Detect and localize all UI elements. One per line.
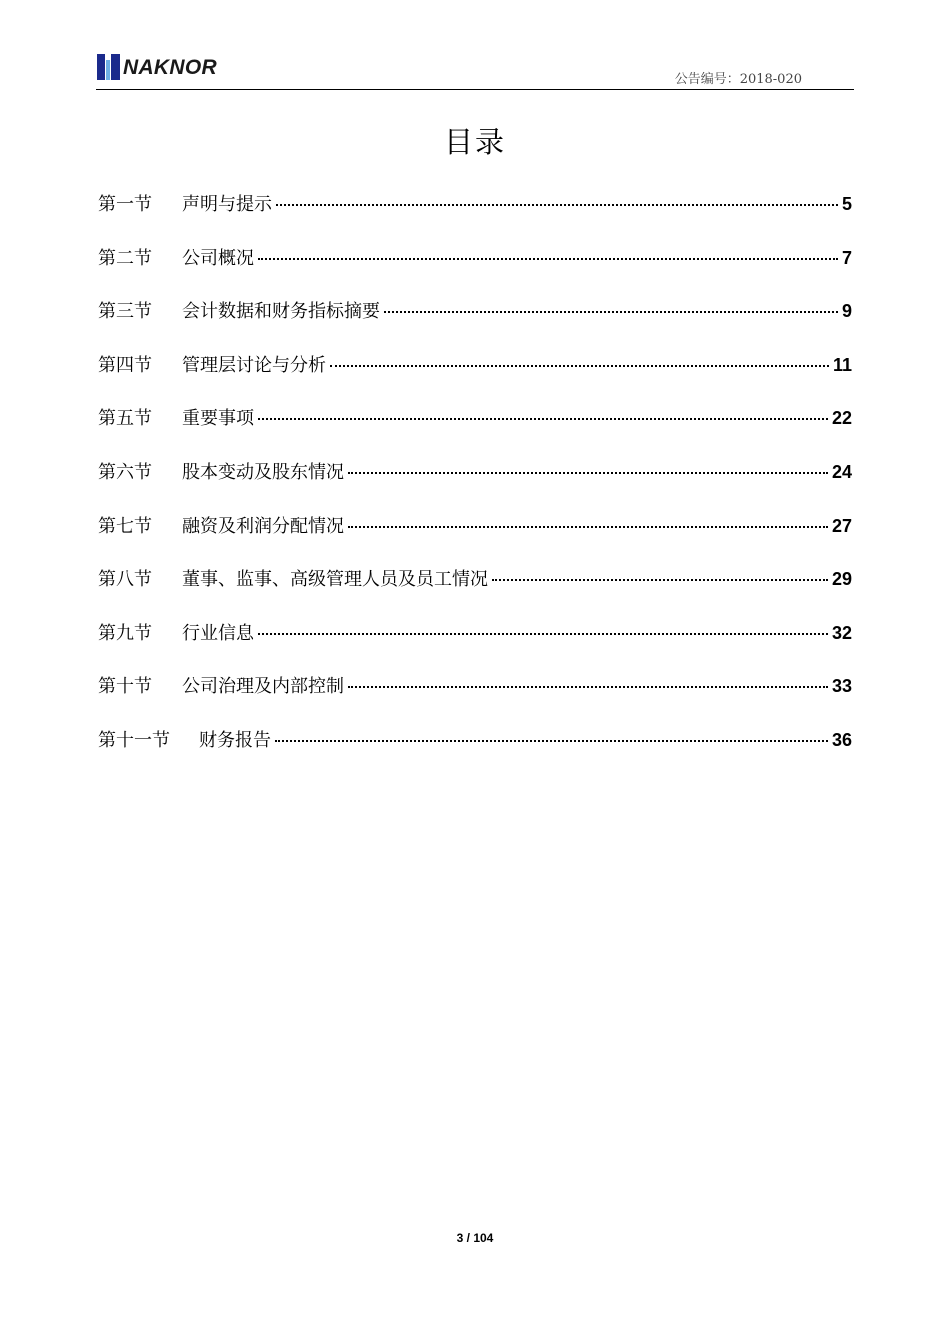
page-footer	[0, 1231, 950, 1245]
toc-section-title: 管理层讨论与分析	[182, 354, 326, 376]
toc-leader-dots	[258, 418, 828, 420]
toc-leader-dots	[384, 311, 838, 313]
toc-leader-dots	[348, 472, 828, 474]
toc-section-number: 第九节	[98, 622, 152, 644]
toc-section-title: 董事、监事、高级管理人员及员工情况	[182, 569, 488, 591]
toc-section-title: 重要事项	[182, 408, 254, 430]
announcement-number: 公告编号：2018-020	[674, 72, 802, 87]
toc-section-number: 第三节	[98, 301, 152, 323]
toc-section-title: 公司概况	[182, 247, 254, 269]
toc-section-title: 声明与提示	[182, 194, 272, 215]
toc-page-number: 22	[831, 408, 852, 429]
company-logo	[96, 52, 226, 88]
toc-entry[interactable]	[98, 244, 852, 298]
toc-section-number: 第八节	[98, 569, 152, 591]
toc-entry[interactable]	[98, 190, 852, 244]
toc-section-title: 财务报告	[199, 729, 271, 751]
toc-page-number: 24	[831, 461, 852, 482]
toc-section-title: 会计数据和财务指标摘要	[182, 301, 380, 323]
toc-section-number: 第六节	[98, 461, 152, 483]
toc-page-number: 7	[841, 247, 852, 268]
table-of-contents	[98, 190, 852, 780]
page-title: 目录	[443, 125, 506, 159]
toc-leader-dots	[275, 740, 828, 742]
toc-page-number: 32	[831, 622, 852, 643]
toc-page-number: 29	[831, 569, 852, 590]
toc-page-number: 27	[831, 515, 852, 536]
toc-section-number: 第七节	[98, 515, 152, 537]
toc-leader-dots	[258, 258, 838, 260]
toc-section-title: 行业信息	[182, 622, 254, 644]
toc-section-title: 股本变动及股东情况	[182, 461, 344, 483]
page-number: 3 / 104	[456, 1231, 494, 1245]
page-header	[96, 48, 854, 90]
toc-entry[interactable]	[98, 565, 852, 619]
toc-section-title: 融资及利润分配情况	[182, 515, 344, 537]
toc-page-number: 5	[841, 194, 852, 214]
toc-entry[interactable]	[98, 404, 852, 458]
toc-section-number: 第四节	[98, 354, 152, 376]
toc-page-number: 33	[831, 676, 852, 697]
logo-mark-icon	[97, 54, 120, 80]
toc-leader-dots	[330, 365, 829, 367]
toc-entry[interactable]	[98, 672, 852, 726]
logo-text: NAKNOR	[123, 56, 217, 79]
toc-leader-dots	[492, 579, 828, 581]
toc-section-number: 第十一节	[98, 729, 170, 751]
toc-leader-dots	[258, 633, 828, 635]
toc-entry[interactable]	[98, 619, 852, 673]
toc-section-number: 第十节	[98, 676, 152, 698]
toc-entry[interactable]	[98, 458, 852, 512]
toc-entry[interactable]	[98, 726, 852, 780]
toc-entry[interactable]	[98, 297, 852, 351]
toc-page-number: 11	[832, 354, 852, 375]
toc-section-number: 第二节	[98, 247, 152, 269]
toc-entry[interactable]	[98, 512, 852, 566]
toc-section-number: 第一节	[98, 194, 152, 215]
toc-section-number: 第五节	[98, 408, 152, 430]
toc-leader-dots	[348, 686, 828, 688]
toc-section-title: 公司治理及内部控制	[182, 676, 344, 698]
toc-page-number: 36	[831, 729, 852, 750]
toc-page-number: 9	[841, 301, 852, 322]
toc-entry[interactable]	[98, 351, 852, 405]
toc-leader-dots	[348, 526, 828, 528]
toc-leader-dots	[276, 204, 838, 206]
